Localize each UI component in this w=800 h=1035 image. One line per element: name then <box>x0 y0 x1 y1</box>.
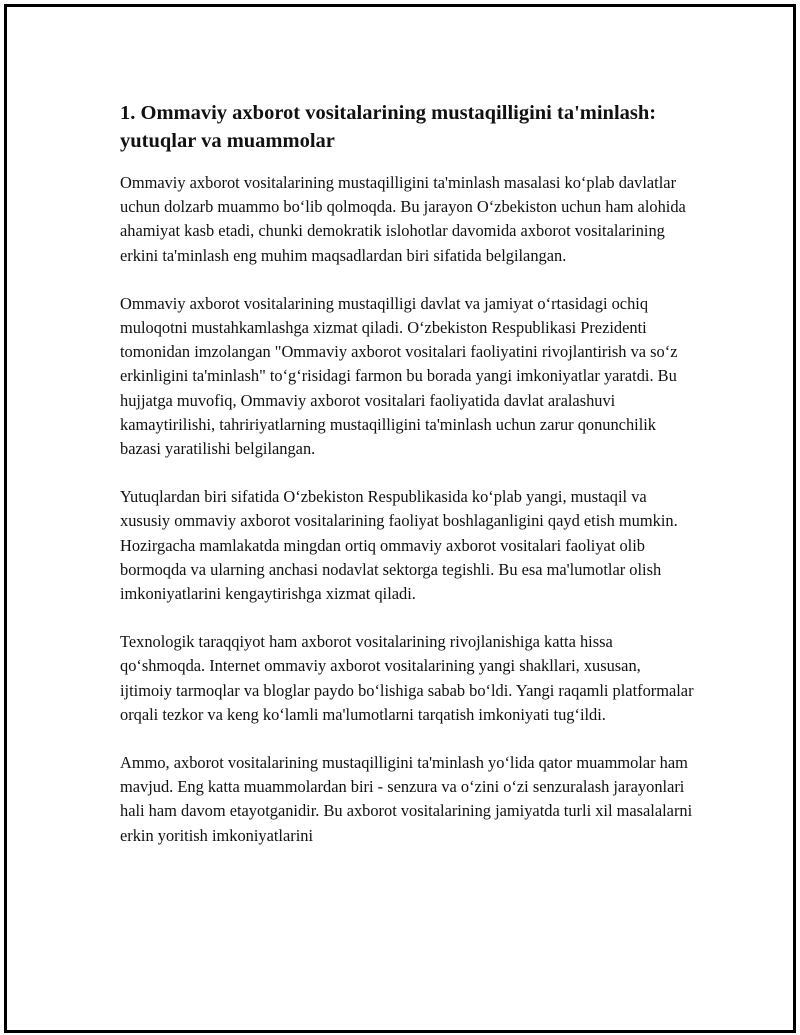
paragraph-5: Ammo, axborot vositalarining mustaqilligini ta'minlash yo‘lida qator muammolar ham mavjud. Eng katta muammolardan biri - senzura va o‘zini o‘zi senzuralash jarayonlari hali ham davom etayotganidir. Bu axborot vositalarining jamiyatda turli xil masalalarni erkin yoritish imkoniyatlarini <box>120 753 693 845</box>
paragraph-1: Ommaviy axborot vositalarining mustaqilligini ta'minlash masalasi ko‘plab davlatlar uchun dolzarb muammo bo‘lib qolmoqda. Bu jarayon O‘zbekiston uchun ham alohida ahamiyat kasb etadi, chunki demokratik islohotlar davomida axborot vositalarining erkini ta'minlash eng muhim maqsadlardan biri sifatida belgilangan. <box>120 173 686 265</box>
document-body <box>120 99 695 872</box>
paragraph-4: Texnologik taraqqiyot ham axborot vositalarining rivojlanishiga katta hissa qo‘shmoqda. Internet ommaviy axborot vositalarining yangi shakllari, xususan, ijtimoiy tarmoqlar va bloglar paydo bo‘lishiga sabab bo‘ldi. Yangi raqamli platformalar orqali tezkor va keng ko‘lamli ma'lumotlarni tarqatish imkoniyati tug‘ildi. <box>120 632 694 724</box>
page-frame <box>4 4 796 1033</box>
paragraph-2: Ommaviy axborot vositalarining mustaqilligi davlat va jamiyat o‘rtasidagi ochiq muloqotni mustahkamlashga xizmat qiladi. O‘zbekiston Respublikasi Prezidenti tomonidan imzolangan "Ommaviy axborot vositalari faoliyatini rivojlantirish va so‘z erkinligini ta'minlash" to‘g‘risidagi farmon bu borada yangi imkoniyatlar yaratdi. Bu hujjatga muvofiq, Ommaviy axborot vositalari faoliyatida davlat aralashuvi kamaytirilishi, tahririyatlarning mustaqilligini ta'minlash uchun zarur qonunchilik bazasi yaratilishi belgilangan. <box>120 293 678 459</box>
paragraph-3: Yutuqlardan biri sifatida O‘zbekiston Respublikasida ko‘plab yangi, mustaqil va xususiy ommaviy axborot vositalarining faoliyat boshlaganligini qayd etish mumkin. Hozirgacha mamlakatda mingdan ortiq ommaviy axborot vositalari faoliyat olib bormoqda va ularning anchasi nodavlat sektorga tegishli. Bu esa ma'lumotlar olish imkoniyatlarini kengaytirishga xizmat qiladi. <box>120 487 678 604</box>
section-heading: 1. Ommaviy axborot vositalarining mustaqilligini ta'minlash: yutuqlar va muammolar <box>120 102 657 152</box>
